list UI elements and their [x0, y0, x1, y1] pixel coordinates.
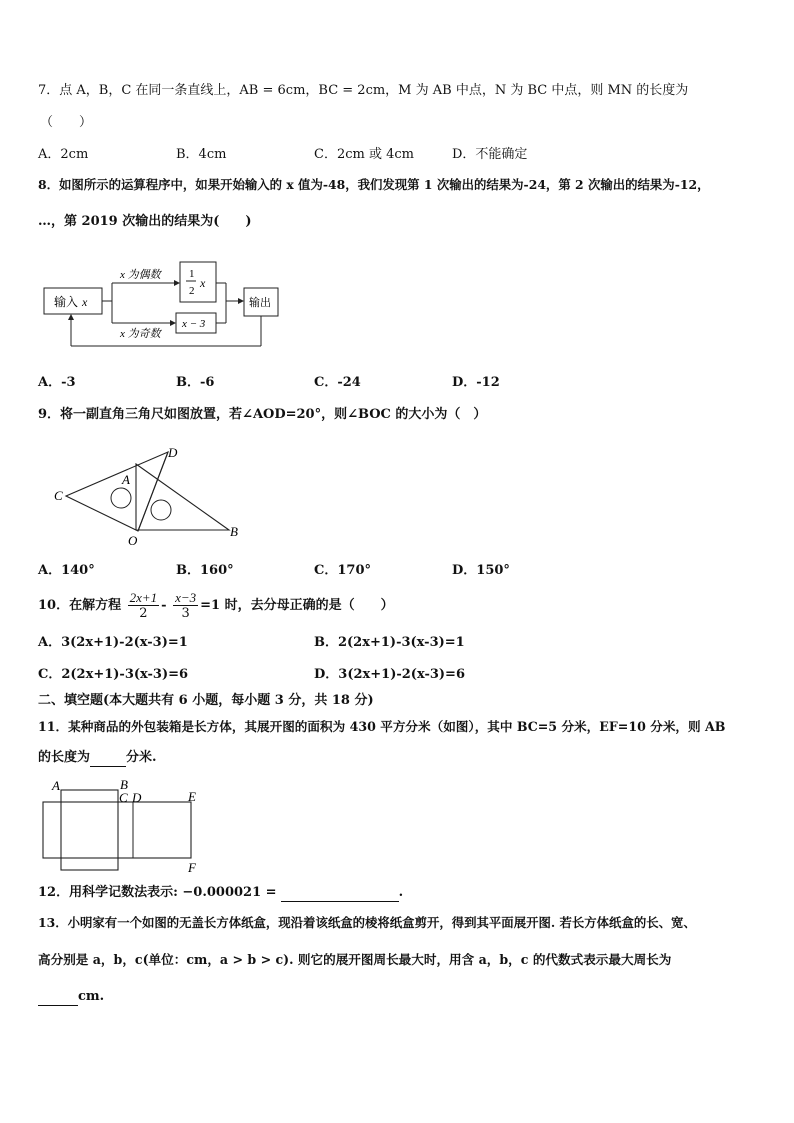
q10-option-b: B．2(2x+1)-3(x-3)=1: [314, 635, 465, 650]
q10-minus: -: [161, 598, 167, 613]
q13-stem-end: [38, 988, 104, 1006]
label-e: E: [188, 789, 196, 804]
input-label: 输入: [54, 295, 79, 309]
label-f: F: [188, 860, 196, 875]
q8-option-c: C．-24: [314, 375, 361, 390]
input-var: x: [82, 295, 88, 309]
q7-option-b: B．4cm: [176, 147, 227, 162]
q12-end: .: [398, 885, 404, 900]
hole-left: [111, 488, 131, 508]
q13-stem: 13．小明家有一个如图的无盖长方体纸盒，现沿着该纸盒的棱将纸盒剪开，得到其平面展开图. 若长方体纸盒的长、宽、: [38, 915, 696, 930]
label-c: C: [119, 790, 128, 805]
q7-option-c: C．2cm 或 4cm: [314, 147, 414, 162]
q10-f1-num: 2x+1: [129, 590, 158, 605]
q11-text-a: 的长度为: [38, 750, 91, 765]
label-a: A: [122, 472, 130, 487]
q9-option-c: C．170°: [314, 563, 371, 578]
q10-suffix: =1 时，去分母正确的是（ ）: [200, 598, 394, 613]
q7-option-d: D．不能确定: [452, 147, 528, 162]
label-c: C: [54, 488, 63, 503]
q8-option-a: A．-3: [38, 375, 76, 390]
q11-stem: 11．某种商品的外包装箱是长方体，其展开图的面积为 430 平方分米（如图），其中 BC=5 分米，EF=10 分米，则 AB: [38, 719, 726, 734]
q13-unit: cm.: [78, 989, 105, 1004]
section-2-heading: 二、填空题(本大题共有 6 小题，每小题 3 分，共 18 分): [38, 693, 374, 708]
q10-option-d: D．3(2x+1)-2(x-3)=6: [314, 667, 465, 682]
q11-stem-cont: [38, 749, 157, 767]
triangle-right: [136, 464, 229, 530]
q8-option-d: D．-12: [452, 375, 500, 390]
label-b: B: [120, 777, 128, 792]
half-den: 2: [189, 285, 195, 297]
hole-right: [151, 500, 171, 520]
output-label: 输出: [249, 297, 271, 309]
q8-stem-cont: …，第 2019 次输出的结果为( ): [38, 214, 252, 229]
q10-prefix: 10．在解方程: [38, 598, 122, 613]
label-b: B: [230, 524, 238, 539]
q9-stem: 9．将一副直角三角尺如图放置，若∠AOD=20°，则∠BOC 的大小为（ ）: [38, 407, 487, 422]
half-num: 1: [189, 268, 195, 280]
q10-f1-den: 2: [139, 606, 148, 621]
label-d: D: [168, 445, 178, 460]
q11-net-diagram: [40, 778, 220, 874]
q9-option-d: D．150°: [452, 563, 510, 578]
q11-text-b: 分米.: [126, 750, 157, 765]
q8-option-b: B．-6: [176, 375, 215, 390]
q13-stem-cont: 高分别是 a，b，c(单位：cm，a > b > c). 则它的展开图周长最大时，用含 a，b，c 的代数式表示最大周长为: [38, 952, 672, 967]
label-o: O: [128, 533, 138, 548]
q9-option-a: A．140°: [38, 563, 95, 578]
q11-answer-blank[interactable]: [90, 752, 126, 767]
odd-label: x 为奇数: [120, 328, 161, 340]
q10-fraction-1: [128, 590, 160, 621]
q9-option-b: B．160°: [176, 563, 234, 578]
q12-answer-blank[interactable]: [281, 887, 399, 902]
q10-option-a: A．3(2x+1)-2(x-3)=1: [38, 635, 188, 650]
q7-option-a: A．2cm: [38, 147, 89, 162]
q10-fraction-2: [173, 590, 198, 621]
label-a: A: [52, 778, 60, 793]
q7-paren: （ ）: [40, 115, 93, 130]
q10-f2-den: 3: [181, 606, 190, 621]
half-var: x: [200, 276, 206, 290]
net-middle-strip: [43, 802, 191, 858]
q7-stem: 7．点 A，B，C 在同一条直线上，AB = 6cm，BC = 2cm，M 为 AB 中点，N 为 BC 中点，则 MN 的长度为: [38, 83, 689, 98]
q10-option-c: C．2(2x+1)-3(x-3)=6: [38, 667, 189, 682]
half-box: [180, 262, 216, 302]
q10-stem: [38, 588, 394, 624]
q12-text: 12．用科学记数法表示: −0.000021 =: [38, 885, 277, 900]
label-d: D: [132, 790, 142, 805]
q9-triangle-diagram: [50, 440, 250, 550]
q8-stem: 8．如图所示的运算程序中，如果开始输入的 x 值为-48，我们发现第 1 次输出的结果为-24，第 2 次输出的结果为-12，: [38, 177, 710, 192]
q10-f2-num: x−3: [175, 590, 197, 605]
q12-stem: [38, 884, 403, 902]
q13-answer-blank[interactable]: [38, 991, 78, 1006]
minus-label: x − 3: [182, 318, 206, 330]
q8-flow-diagram: [40, 258, 280, 350]
even-label: x 为偶数: [120, 269, 161, 281]
